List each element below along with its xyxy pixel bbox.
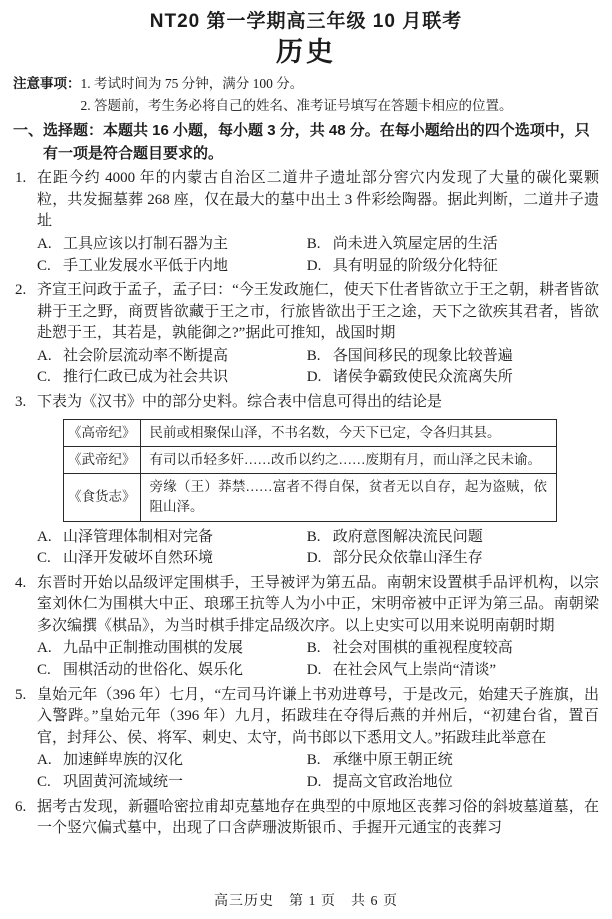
option-text: 山泽开发破坏自然环境 [63, 550, 214, 567]
option-b [307, 638, 599, 660]
options-grid [37, 346, 599, 390]
option-label: B. [306, 235, 321, 252]
option-label: D. [306, 662, 322, 679]
option-label: B. [306, 528, 321, 545]
option-label: A. [37, 528, 52, 545]
option-text: 手工业发展水平低于内地 [63, 257, 229, 274]
option-b [307, 346, 599, 368]
notice-label: 注意事项： [13, 76, 81, 92]
question-number: 5. [15, 686, 27, 703]
option-label: A. [37, 640, 52, 657]
option-a [37, 234, 307, 256]
option-label: C. [37, 773, 51, 790]
table-row [64, 419, 557, 446]
option-text: 推行仁政已成为社会共识 [63, 369, 229, 386]
table-row [64, 446, 557, 473]
option-label: C. [37, 662, 51, 679]
notice-item: 2. 答题前，考生务必将自己的姓名、准考证号填写在答题卡相应的位置。 [80, 97, 513, 113]
option-text: 加速鲜卑族的汉化 [63, 752, 184, 769]
option-label: A. [37, 235, 52, 252]
option-b [307, 234, 599, 256]
notice-block [13, 73, 599, 116]
source-cell: 《食货志》 [64, 474, 141, 522]
option-text: 巩固黄河流域统一 [63, 773, 184, 790]
options-grid [37, 527, 599, 571]
option-a [37, 527, 307, 549]
option-text: 在社会风气上崇尚“清谈” [332, 662, 497, 679]
section-heading-text: 选择题：本题共 16 小题，每小题 3 分，共 48 分。在每小题给出的四个选项中，只有一项是符合题目要求的。 [43, 122, 590, 162]
question-number: 6. [15, 798, 27, 815]
page-footer: 高三历史 第 1 页 共 6 页 [214, 894, 398, 909]
question-2 [13, 280, 599, 391]
option-label: B. [306, 640, 321, 657]
question-1 [13, 168, 599, 279]
options-grid [37, 638, 599, 682]
option-text: 社会阶层流动率不断提高 [63, 347, 229, 364]
section-heading [13, 120, 599, 165]
question-stem: 据考古发现，新疆哈密拉甫却克墓地存在典型的中原地区丧葬习俗的斜坡墓道墓，在一个竖穴偏式墓中，出现了口含萨珊波斯银币、手握开元通宝的丧葬习 [37, 798, 599, 837]
option-a [37, 346, 307, 368]
source-cell: 《高帝纪》 [64, 419, 141, 446]
subject-title: 历史 [276, 36, 336, 67]
question-5 [13, 685, 599, 796]
quote-cell: 民前或相聚保山泽，不书名数，今天下已定，令各归其县。 [140, 419, 557, 446]
question-6 [13, 797, 599, 840]
option-label: B. [306, 752, 321, 769]
question-number: 2. [15, 282, 27, 299]
option-label: B. [306, 347, 321, 364]
option-d [307, 256, 599, 278]
option-text: 诸侯争霸致使民众流离失所 [332, 369, 513, 386]
option-text: 九品中正制推动围棋的发展 [63, 640, 244, 657]
option-text: 工具应该以打制石器为主 [63, 235, 229, 252]
question-number: 4. [15, 575, 27, 592]
question-number: 1. [15, 170, 27, 187]
option-b [307, 750, 599, 772]
option-text: 社会对围棋的重视程度较高 [332, 640, 513, 657]
option-c [37, 256, 307, 278]
question-3 [13, 392, 599, 572]
question-4 [13, 573, 599, 684]
options-grid [37, 750, 599, 794]
quote-cell: 有司以币轻多奸……改币以约之……废期有月，而山泽之民未谕。 [140, 446, 557, 473]
option-c [37, 367, 307, 389]
option-text: 部分民众依靠山泽生存 [332, 550, 483, 567]
option-text: 提高文官政治地位 [332, 773, 453, 790]
option-label: C. [37, 550, 51, 567]
notice-items [81, 73, 600, 116]
option-label: C. [37, 369, 51, 386]
question-stem: 下表为《汉书》中的部分史料。综合表中信息可得出的结论是 [37, 394, 443, 411]
option-b [307, 527, 599, 549]
option-label: D. [306, 550, 322, 567]
option-c [37, 548, 307, 570]
notice-item: 1. 考试时间为 75 分钟，满分 100 分。 [80, 76, 304, 92]
option-label: D. [306, 369, 322, 386]
option-label: A. [37, 347, 52, 364]
option-label: D. [306, 257, 322, 274]
option-text: 尚未进入筑屋定居的生活 [332, 235, 498, 252]
option-text: 政府意图解决流民问题 [332, 528, 483, 545]
option-a [37, 750, 307, 772]
option-label: D. [306, 773, 322, 790]
question-stem: 皇始元年（396 年）七月，“左司马许谦上书劝进尊号，于是改元，始建天子旌旗，出入警跸。”皇始元年（396 年）九月，拓跋珪在夺得后燕的并州后，“初建台省，置百官，封拜公、侯、将军、刺史、太守，尚书郎以下悉用文人。”拓跋珪此举意在 [37, 686, 599, 746]
option-d [307, 548, 599, 570]
table-row [64, 474, 557, 522]
option-text: 承继中原王朝正统 [332, 752, 453, 769]
hanshu-source-table [63, 419, 557, 522]
source-cell: 《武帝纪》 [64, 446, 141, 473]
page-title: NT20 第一学期高三年级 10 月联考 [149, 11, 463, 32]
question-number: 3. [15, 394, 27, 411]
options-grid [37, 234, 599, 278]
option-text: 围棋活动的世俗化、娱乐化 [63, 662, 244, 679]
option-text: 各国间移民的现象比较普遍 [332, 347, 513, 364]
option-label: A. [37, 752, 52, 769]
quote-cell: 旁缘（王）莽禁……富者不得自保，贫者无以自存，起为盗贼，依阻山泽。 [140, 474, 557, 522]
question-stem: 东晋时开始以品级评定围棋手，王导被评为第五品。南朝宋设置棋手品评机构，以宗室刘休仁为围棋大中正、琅琊王抗等人为小中正，宋明帝被中正评为第三品。南朝梁多次编撰《棋品》，为当时棋手排定品级次序。以上史实可以用来说明南朝时期 [37, 575, 599, 634]
option-c [37, 660, 307, 682]
option-label: C. [37, 257, 51, 274]
option-text: 山泽管理体制相对完备 [63, 528, 214, 545]
option-d [307, 772, 599, 794]
option-d [307, 660, 599, 682]
option-c [37, 772, 307, 794]
question-stem: 在距今约 4000 年的内蒙古自治区二道井子遗址部分窖穴内发现了大量的碳化粟颗粒，共发掘墓葬 268 座，仅在最大的墓中出土 3 件彩绘陶器。据此判断，二道井子遗址 [37, 170, 599, 230]
option-text: 具有明显的阶级分化特征 [332, 257, 498, 274]
option-d [307, 367, 599, 389]
question-stem: 齐宣王问政于孟子，孟子曰：“今王发政施仁，使天下仕者皆欲立于王之朝，耕者皆欲耕于王之野，商贾皆欲藏于王之市，行旅皆欲出于王之途，天下之欲疾其君者，皆欲赴愬于王，其若是，孰能御之?”据此可推知，战国时期 [37, 282, 599, 342]
section-number: 一、 [13, 122, 44, 140]
option-a [37, 638, 307, 660]
